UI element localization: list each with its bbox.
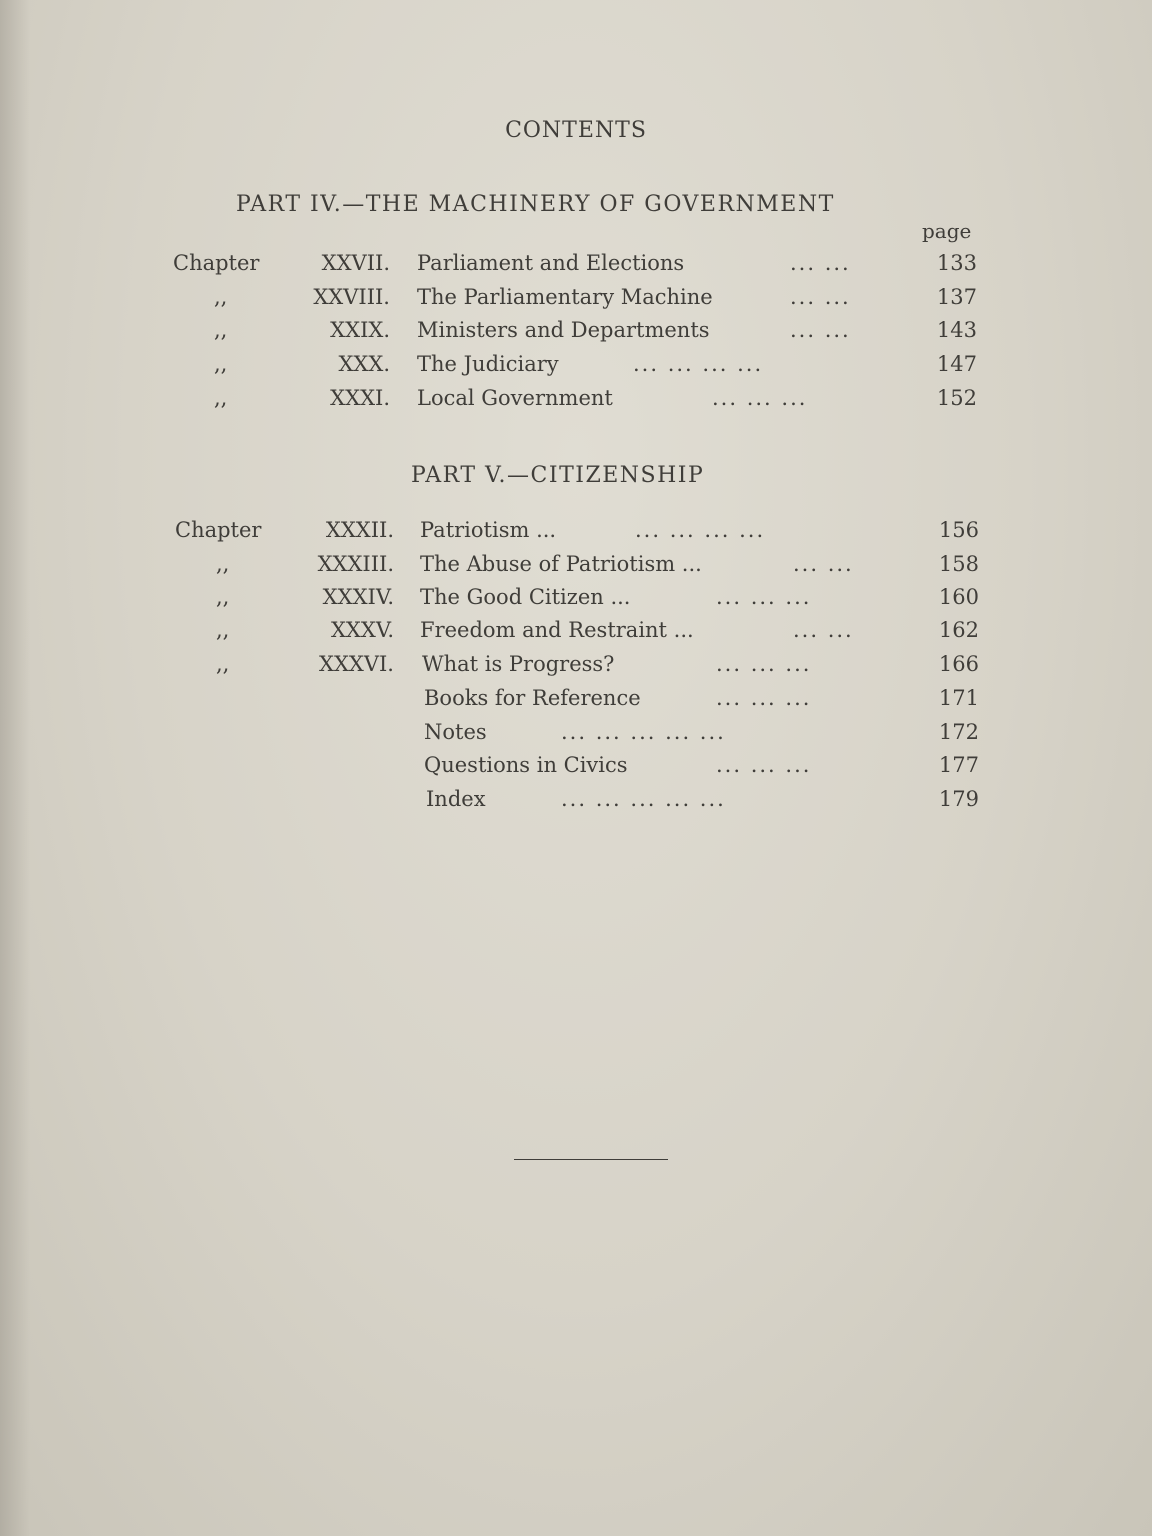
toc-entry (0, 720, 1152, 752)
entry-title: The Judiciary (417, 352, 559, 376)
entry-prefix: Chapter (173, 251, 260, 275)
toc-entry (0, 787, 1152, 819)
entry-page: 137 (936, 285, 977, 309)
entry-prefix: ,, (216, 618, 230, 642)
toc-entry (0, 552, 1152, 584)
entry-title: Freedom and Restraint ... (420, 618, 694, 642)
entry-page: 177 (938, 753, 979, 777)
entry-leader-dots: ... ... ... ... (633, 352, 764, 376)
entry-page: 166 (938, 652, 979, 676)
entry-title: The Good Citizen ... (420, 585, 631, 609)
part-v-heading: PART V.—CITIZENSHIP (411, 463, 705, 488)
entry-title: Patriotism ... (420, 518, 557, 542)
entry-title: The Abuse of Patriotism ... (420, 552, 702, 576)
entry-title: Ministers and Departments (417, 318, 710, 342)
entry-page: 156 (938, 518, 979, 542)
toc-entry (0, 352, 1152, 384)
entry-prefix: ,, (216, 652, 230, 676)
entry-page: 172 (938, 720, 979, 744)
toc-entry (0, 386, 1152, 418)
entry-numeral: XXXVI. (319, 652, 394, 676)
entry-page: 158 (938, 552, 979, 576)
part-iv-heading: PART IV.—THE MACHINERY OF GOVERNMENT (236, 192, 835, 217)
entry-numeral: XXVIII. (313, 285, 390, 309)
toc-entry (0, 753, 1152, 785)
entry-prefix: ,, (214, 386, 228, 410)
contents-heading: CONTENTS (505, 118, 647, 143)
toc-entry (0, 285, 1152, 317)
entry-leader-dots: ... ... ... (712, 386, 808, 410)
entry-prefix: ,, (216, 552, 230, 576)
entry-leader-dots: ... ... (790, 251, 851, 275)
entry-numeral: XXXIV. (322, 585, 394, 609)
entry-prefix: ,, (214, 318, 228, 342)
entry-numeral: XXXI. (330, 386, 390, 410)
entry-leader-dots: ... ... ... (716, 652, 812, 676)
entry-page: 179 (938, 787, 979, 811)
entry-title: Index (426, 787, 486, 811)
entry-leader-dots: ... ... (793, 552, 854, 576)
closing-rule (514, 1159, 668, 1160)
entry-prefix: ,, (214, 285, 228, 309)
entry-numeral: XXIX. (330, 318, 390, 342)
entry-page: 160 (938, 585, 979, 609)
toc-entry (0, 686, 1152, 718)
entry-numeral: XXXII. (325, 518, 394, 542)
entry-numeral: XXX. (338, 352, 390, 376)
entry-page: 143 (936, 318, 977, 342)
page-column-header: page (922, 219, 972, 243)
toc-entry (0, 318, 1152, 350)
entry-leader-dots: ... ... (790, 285, 851, 309)
entry-title: The Parliamentary Machine (417, 285, 713, 309)
entry-numeral: XXXIII. (317, 552, 394, 576)
entry-title: Notes (424, 720, 487, 744)
entry-prefix: ,, (216, 585, 230, 609)
entry-numeral: XXVII. (321, 251, 390, 275)
entry-leader-dots: ... ... (793, 618, 854, 642)
toc-entry (0, 618, 1152, 650)
toc-entry (0, 585, 1152, 617)
entry-leader-dots: ... ... ... ... ... (561, 787, 726, 811)
toc-entry (0, 251, 1152, 283)
entry-title: Parliament and Elections (417, 251, 685, 275)
entry-title: Questions in Civics (424, 753, 628, 777)
entry-prefix: Chapter (175, 518, 262, 542)
entry-leader-dots: ... ... ... ... ... (561, 720, 726, 744)
entry-prefix: ,, (214, 352, 228, 376)
entry-title: Local Government (417, 386, 613, 410)
entry-leader-dots: ... ... ... (716, 686, 812, 710)
toc-entry (0, 652, 1152, 684)
entry-numeral: XXXV. (330, 618, 394, 642)
toc-entry (0, 518, 1152, 550)
entry-leader-dots: ... ... ... ... (635, 518, 766, 542)
entry-leader-dots: ... ... (790, 318, 851, 342)
entry-page: 152 (936, 386, 977, 410)
entry-title: Books for Reference (424, 686, 641, 710)
entry-title: What is Progress? (422, 652, 615, 676)
entry-page: 162 (938, 618, 979, 642)
entry-page: 147 (936, 352, 977, 376)
entry-page: 133 (936, 251, 977, 275)
entry-leader-dots: ... ... ... (716, 585, 812, 609)
entry-page: 171 (938, 686, 979, 710)
entry-leader-dots: ... ... ... (716, 753, 812, 777)
